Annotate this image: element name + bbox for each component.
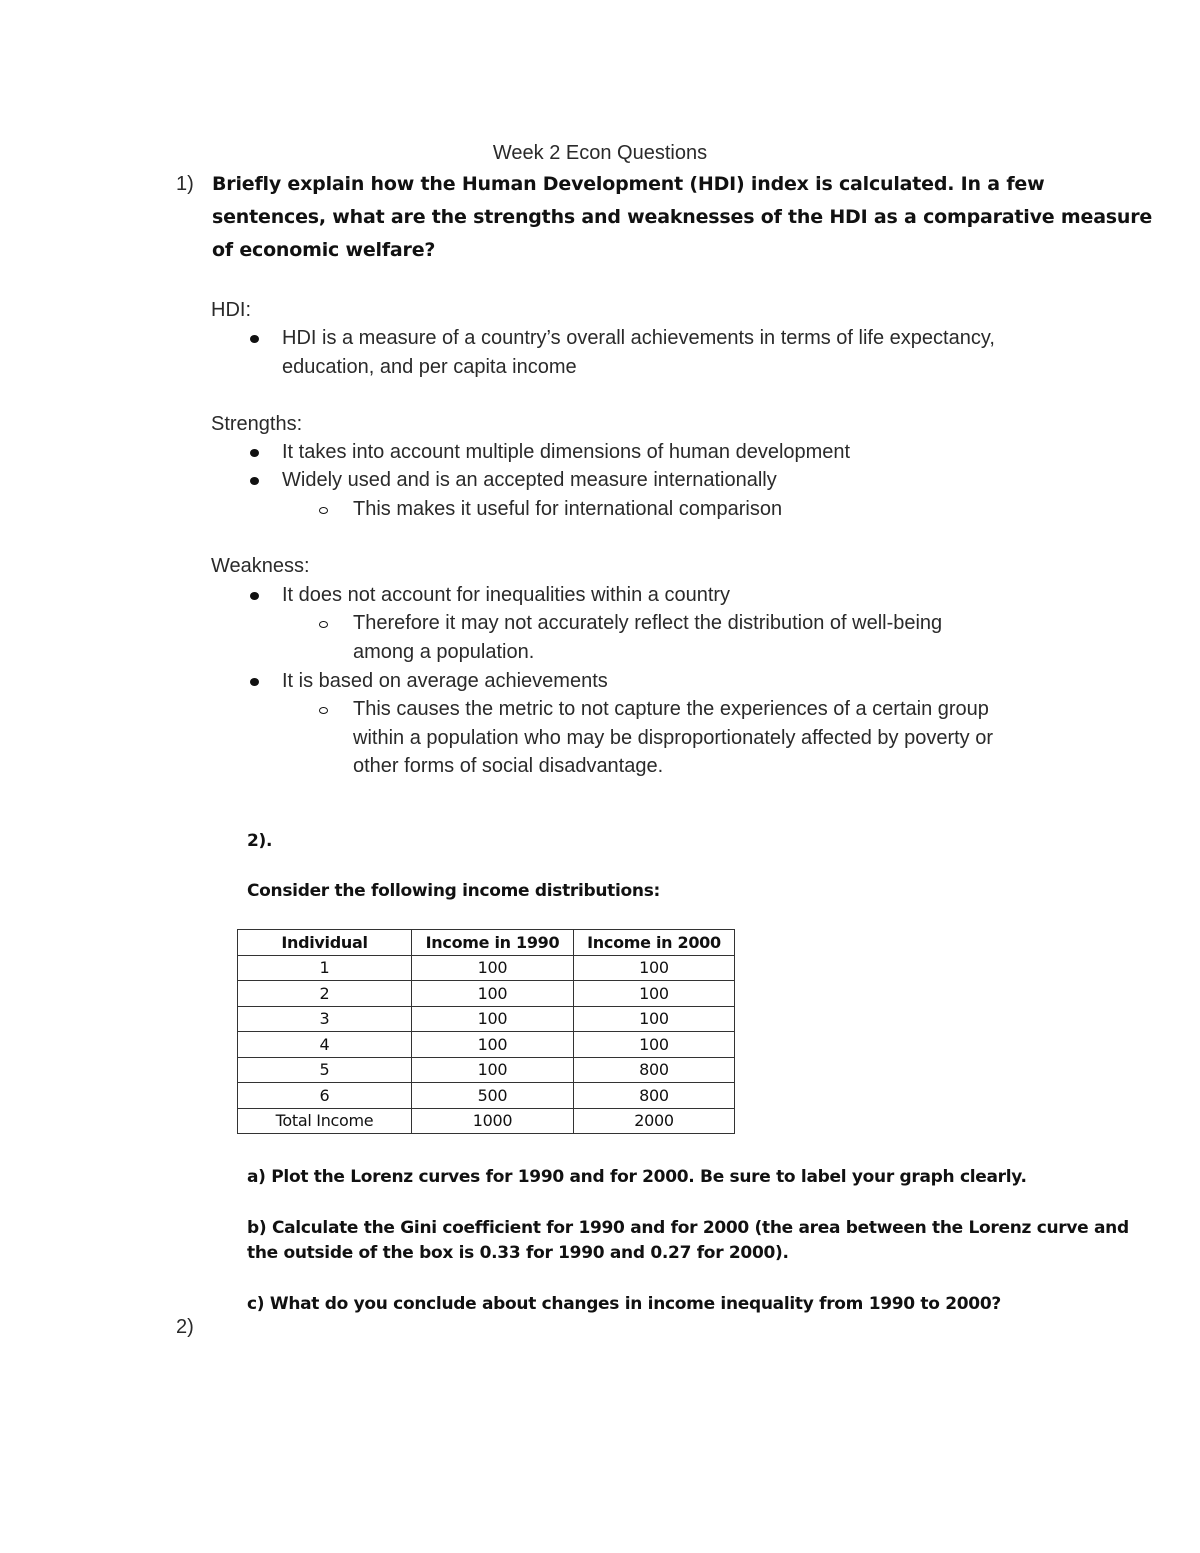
table-cell: 800 [574,1057,735,1083]
table-cell: 6 [238,1083,412,1109]
table-cell: 800 [574,1083,735,1109]
strengths-heading: Strengths: [211,413,303,435]
table-header-cell: Individual [238,930,412,956]
table-cell: 5 [238,1057,412,1083]
q2-part-a: a) Plot the Lorenz curves for 1990 and for 2000. Be sure to label your graph clearly. [247,1167,1027,1187]
table-cell: 100 [574,955,735,981]
sub-bullet-icon [319,507,328,514]
table-cell: 100 [574,1032,735,1058]
weakness-heading: Weakness: [211,555,310,577]
q1-number: 1) [176,173,194,195]
table-cell: 2000 [574,1108,735,1134]
table-cell: 2 [238,981,412,1007]
table-cell: 1 [238,955,412,981]
weakness-bullet-2-sub-line-3: other forms of social disadvantage. [353,755,664,777]
page-title: Week 2 Econ Questions [492,142,708,164]
hdi-heading: HDI: [211,299,251,321]
table-cell: 4 [238,1032,412,1058]
sub-bullet-icon [319,621,328,628]
table-row [238,955,735,981]
list-number-2: 2) [176,1316,194,1338]
table-cell: 100 [412,1057,574,1083]
table-header-row [238,930,735,956]
table-cell: 500 [412,1083,574,1109]
q1-line-3: of economic welfare? [212,239,436,261]
bullet-icon [250,449,259,457]
weakness-bullet-2-sub-line-1: This causes the metric to not capture the experiences of a certain group [353,698,989,720]
bullet-icon [250,678,259,686]
q2-intro: Consider the following income distributions: [247,881,661,901]
table-row [238,1006,735,1032]
strengths-bullet-2-sub: This makes it useful for international comparison [353,498,783,520]
table-cell: 100 [412,1032,574,1058]
table-cell: 100 [412,955,574,981]
table-cell: 100 [412,1006,574,1032]
table-row [238,1083,735,1109]
bullet-icon [250,477,259,485]
sub-bullet-icon [319,707,328,714]
bullet-icon [250,335,259,343]
table-row [238,1032,735,1058]
table-row [238,1057,735,1083]
q1-line-2: sentences, what are the strengths and weaknesses of the HDI as a comparative measure [212,206,1153,228]
q2-part-b-line-2: the outside of the box is 0.33 for 1990 and 0.27 for 2000). [247,1243,789,1263]
strengths-bullet-2: Widely used and is an accepted measure internationally [282,469,777,491]
table-cell: 100 [574,1006,735,1032]
table-header-cell: Income in 1990 [412,930,574,956]
income-table [237,929,735,1134]
table-cell: 100 [574,981,735,1007]
q2-part-b-line-1: b) Calculate the Gini coefficient for 1990 and for 2000 (the area between the Lorenz curve and [247,1218,1129,1238]
weakness-bullet-1-sub-line-1: Therefore it may not accurately reflect the distribution of well-being [353,612,943,634]
table-cell: Total Income [238,1108,412,1134]
bullet-icon [250,592,259,600]
table-cell: 3 [238,1006,412,1032]
weakness-bullet-1-sub-line-2: among a population. [353,641,535,663]
hdi-bullet-line-2: education, and per capita income [282,356,577,378]
weakness-bullet-1: It does not account for inequalities within a country [282,584,731,606]
table-row [238,981,735,1007]
q2-part-c: c) What do you conclude about changes in income inequality from 1990 to 2000? [247,1294,1001,1314]
q2-label: 2). [247,831,273,851]
strengths-bullet-1: It takes into account multiple dimensions of human development [282,441,851,463]
table-total-row [238,1108,735,1134]
weakness-bullet-2-sub-line-2: within a population who may be disproportionately affected by poverty or [353,727,994,749]
q1-line-1: Briefly explain how the Human Development (HDI) index is calculated. In a few [212,173,1045,195]
hdi-bullet-line-1: HDI is a measure of a country’s overall achievements in terms of life expectancy, [282,327,995,349]
table-cell: 100 [412,981,574,1007]
weakness-bullet-2: It is based on average achievements [282,670,608,692]
table-header-cell: Income in 2000 [574,930,735,956]
table-cell: 1000 [412,1108,574,1134]
